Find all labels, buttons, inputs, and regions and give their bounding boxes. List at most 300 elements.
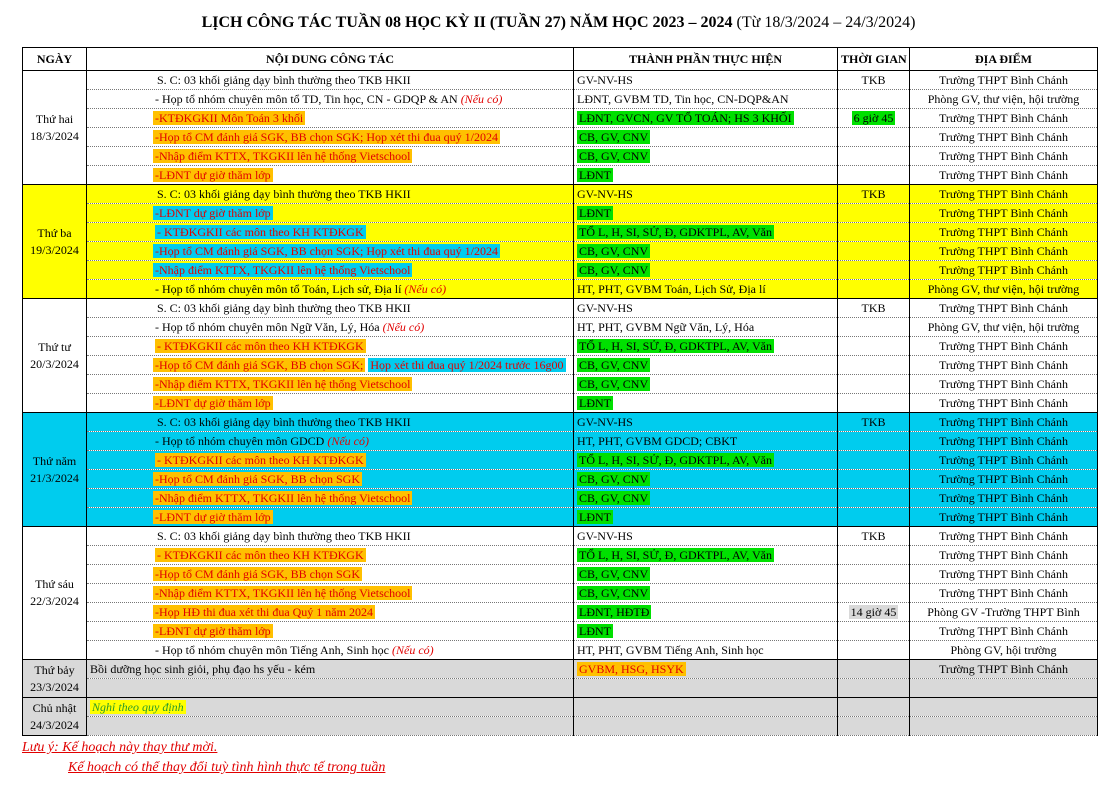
participants-text: CB, GV, CNV <box>579 357 649 372</box>
optional-note: (Nếu có) <box>327 433 369 448</box>
content-text: -Nhập điểm KTTX, TKGKII lên hệ thống Vietschool <box>155 262 411 277</box>
time-text: TKB <box>861 300 886 315</box>
participants-text: CB, GV, CNV <box>579 490 649 505</box>
content-cell <box>87 337 574 356</box>
time-cell <box>838 318 910 337</box>
content-text: -LĐNT dự giờ thăm lớp <box>155 395 271 410</box>
content-cell <box>87 546 574 565</box>
schedule-row <box>23 109 1098 128</box>
day-date: 21/3/2024 <box>30 470 79 485</box>
schedule-row <box>23 147 1098 166</box>
location-text: Trường THPT Bình Chánh <box>939 186 1068 201</box>
location-text: Trường THPT Bình Chánh <box>939 262 1068 277</box>
schedule-row <box>23 261 1098 280</box>
time-text: TKB <box>861 72 886 87</box>
time-cell <box>838 698 910 717</box>
location-cell <box>910 280 1098 299</box>
location-cell <box>910 679 1098 698</box>
location-text: Trường THPT Bình Chánh <box>939 661 1068 676</box>
day-cell <box>23 185 87 299</box>
location-text: Phòng GV -Trường THPT Bình <box>927 604 1080 619</box>
participants-cell <box>574 698 838 717</box>
time-cell <box>838 489 910 508</box>
location-cell <box>910 432 1098 451</box>
schedule-row <box>23 318 1098 337</box>
participants-text: GV-NV-HS <box>577 186 633 201</box>
time-cell <box>838 242 910 261</box>
time-cell <box>838 717 910 736</box>
time-cell <box>838 413 910 432</box>
day-date: 24/3/2024 <box>30 717 79 732</box>
content-cell <box>87 90 574 109</box>
participants-cell <box>574 584 838 603</box>
participants-cell <box>574 546 838 565</box>
participants-cell <box>574 356 838 375</box>
schedule-table <box>22 47 1098 736</box>
content-text: S. C: 03 khối giảng dạy bình thường theo TKB HKII <box>157 300 411 315</box>
schedule-row <box>23 337 1098 356</box>
content-cell <box>87 356 574 375</box>
content-text: -LĐNT dự giờ thăm lớp <box>155 167 271 182</box>
schedule-row <box>23 204 1098 223</box>
time-cell <box>838 603 910 622</box>
location-text: Trường THPT Bình Chánh <box>939 205 1068 220</box>
location-text: Trường THPT Bình Chánh <box>939 623 1068 638</box>
header-row <box>23 48 1098 71</box>
location-cell <box>910 470 1098 489</box>
location-cell <box>910 508 1098 527</box>
content-text: -Họp tổ CM đánh giá SGK, BB chọn SGK <box>155 471 361 486</box>
time-cell <box>838 128 910 147</box>
location-cell <box>910 261 1098 280</box>
header-location: ĐỊA ĐIỂM <box>910 48 1098 71</box>
content-text: - Họp tổ nhóm chuyên môn Ngữ Văn, Lý, Hóa <box>155 319 380 334</box>
participants-text: CB, GV, CNV <box>579 243 649 258</box>
content-cell <box>87 565 574 584</box>
content-text: -Họp tổ CM đánh giá SGK, BB chọn SGK; Họp xét thi đua quý 1/2024 <box>155 129 498 144</box>
time-cell <box>838 394 910 413</box>
content-text: -Họp HĐ thi đua xét thi đua Quý 1 năm 2024 <box>155 604 373 619</box>
content-cell <box>87 280 574 299</box>
participants-text: CB, GV, CNV <box>579 262 649 277</box>
time-cell <box>838 261 910 280</box>
content-cell <box>87 679 574 698</box>
content-cell <box>87 128 574 147</box>
location-cell <box>910 565 1098 584</box>
time-cell <box>838 679 910 698</box>
participants-text: HT, PHT, GVBM Ngữ Văn, Lý, Hóa <box>577 319 755 334</box>
day-name: Thứ bảy <box>34 662 75 677</box>
schedule-row <box>23 413 1098 432</box>
location-cell <box>910 185 1098 204</box>
schedule-row <box>23 356 1098 375</box>
schedule-row <box>23 280 1098 299</box>
location-cell <box>910 603 1098 622</box>
participants-cell <box>574 565 838 584</box>
location-cell <box>910 90 1098 109</box>
content-text: - KTĐKGKII các môn theo KH KTĐKGK <box>157 338 364 353</box>
content-cell <box>87 204 574 223</box>
content-text: - Họp tổ nhóm chuyên môn Tiếng Anh, Sinh học <box>155 642 390 657</box>
participants-cell <box>574 185 838 204</box>
time-cell <box>838 565 910 584</box>
location-cell <box>910 204 1098 223</box>
time-cell <box>838 375 910 394</box>
day-name: Thứ sáu <box>35 577 74 591</box>
content-text: -Nhập điểm KTTX, TKGKII lên hệ thống Vietschool <box>155 585 411 600</box>
participants-cell <box>574 394 838 413</box>
location-text: Trường THPT Bình Chánh <box>939 433 1068 448</box>
participants-cell <box>574 128 838 147</box>
content-text: Bồi dưỡng học sinh giỏi, phụ đạo hs yếu - kém <box>90 661 316 676</box>
location-text: Trường THPT Bình Chánh <box>939 376 1068 391</box>
content-cell <box>87 223 574 242</box>
content-text: -LĐNT dự giờ thăm lớp <box>155 205 271 220</box>
content-cell <box>87 185 574 204</box>
participants-cell <box>574 261 838 280</box>
content-text: -Họp tổ CM đánh giá SGK, BB chọn SGK <box>155 566 361 581</box>
location-cell <box>910 242 1098 261</box>
schedule-row <box>23 641 1098 660</box>
header-day: NGÀY <box>23 48 87 71</box>
participants-cell <box>574 679 838 698</box>
note-line-1: Lưu ý: Kế hoạch này thay thư mời. <box>22 740 218 755</box>
location-cell <box>910 223 1098 242</box>
schedule-row <box>23 242 1098 261</box>
day-date: 23/3/2024 <box>30 679 79 694</box>
day-name: Thứ tư <box>38 339 71 354</box>
participants-text: CB, GV, CNV <box>579 566 649 581</box>
schedule-row <box>23 546 1098 565</box>
participants-cell <box>574 204 838 223</box>
participants-cell <box>574 603 838 622</box>
schedule-row <box>23 508 1098 527</box>
location-text: Trường THPT Bình Chánh <box>939 471 1068 486</box>
location-text: Trường THPT Bình Chánh <box>939 585 1068 600</box>
time-text: TKB <box>861 528 886 543</box>
location-cell <box>910 128 1098 147</box>
day-cell <box>23 413 87 527</box>
participants-text: CB, GV, CNV <box>579 376 649 391</box>
day-cell <box>23 71 87 185</box>
day-date: 18/3/2024 <box>30 128 79 143</box>
location-cell <box>910 413 1098 432</box>
schedule-row <box>23 470 1098 489</box>
content-cell <box>87 527 574 546</box>
location-cell <box>910 527 1098 546</box>
content-cell <box>87 622 574 641</box>
content-cell <box>87 451 574 470</box>
location-text: Phòng GV, thư viện, hội trường <box>927 319 1080 334</box>
time-cell <box>838 451 910 470</box>
participants-text: CB, GV, CNV <box>579 129 649 144</box>
time-cell <box>838 109 910 128</box>
location-cell <box>910 489 1098 508</box>
participants-cell <box>574 622 838 641</box>
schedule-row <box>23 223 1098 242</box>
location-cell <box>910 356 1098 375</box>
location-text: Trường THPT Bình Chánh <box>939 547 1068 562</box>
optional-note: (Nếu có) <box>382 319 425 334</box>
location-text: Trường THPT Bình Chánh <box>939 110 1068 125</box>
participants-cell <box>574 318 838 337</box>
participants-cell <box>574 242 838 261</box>
participants-text: TỔ L, H, SI, SỬ, Đ, GDKTPL, AV, Văn <box>579 224 772 239</box>
participants-cell <box>574 147 838 166</box>
content-text: S. C: 03 khối giảng dạy bình thường theo TKB HKII <box>157 414 411 429</box>
optional-note: (Nếu có) <box>460 91 503 106</box>
schedule-row <box>23 166 1098 185</box>
participants-cell <box>574 375 838 394</box>
content-cell <box>87 166 574 185</box>
content-text: -LĐNT dự giờ thăm lớp <box>155 509 271 524</box>
location-text: Trường THPT Bình Chánh <box>939 395 1068 410</box>
optional-note: (Nếu có) <box>404 281 447 296</box>
content-cell <box>87 299 574 318</box>
participants-cell <box>574 641 838 660</box>
content-cell <box>87 242 574 261</box>
day-cell <box>23 527 87 660</box>
day-name: Thứ năm <box>32 453 77 468</box>
time-text: TKB <box>861 186 886 201</box>
location-cell <box>910 166 1098 185</box>
content-cell <box>87 375 574 394</box>
time-cell <box>838 622 910 641</box>
participants-text: TỔ L, H, SI, SỬ, Đ, GDKTPL, AV, Văn <box>579 547 772 562</box>
participants-text: LĐNT <box>579 623 611 638</box>
schedule-row <box>23 71 1098 90</box>
content-text: -Họp tổ CM đánh giá SGK, BB chọn SGK; <box>155 357 364 372</box>
location-text: Trường THPT Bình Chánh <box>939 414 1068 429</box>
content-text: -Họp tổ CM đánh giá SGK, BB chọn SGK; Họp xét thi đua quý 1/2024 <box>155 243 498 258</box>
content-text: - Họp tổ nhóm chuyên môn GDCD <box>155 433 325 448</box>
location-text: Trường THPT Bình Chánh <box>939 148 1068 163</box>
location-text: Trường THPT Bình Chánh <box>939 452 1068 467</box>
time-cell <box>838 337 910 356</box>
content-cell <box>87 698 574 717</box>
participants-text: LĐNT <box>579 167 611 182</box>
location-text: Trường THPT Bình Chánh <box>939 566 1068 581</box>
content-cell <box>87 71 574 90</box>
content-cell <box>87 261 574 280</box>
content-cell <box>87 660 574 679</box>
day-date: 22/3/2024 <box>30 594 79 608</box>
content-cell <box>87 432 574 451</box>
participants-text: HT, PHT, GVBM GDCD; CBKT <box>577 433 738 448</box>
content-cell <box>87 470 574 489</box>
content-text: -LĐNT dự giờ thăm lớp <box>155 623 271 638</box>
schedule-row <box>23 90 1098 109</box>
time-cell <box>838 71 910 90</box>
content-cell <box>87 394 574 413</box>
schedule-row <box>23 489 1098 508</box>
location-text: Phòng GV, thư viện, hội trường <box>927 281 1080 296</box>
day-name: Thứ hai <box>35 111 74 126</box>
participants-cell <box>574 109 838 128</box>
time-cell <box>838 185 910 204</box>
participants-cell <box>574 299 838 318</box>
schedule-row <box>23 622 1098 641</box>
location-cell <box>910 660 1098 679</box>
participants-text: GV-NV-HS <box>577 528 633 543</box>
header-time: THỜI GIAN <box>838 48 910 71</box>
participants-cell <box>574 489 838 508</box>
day-cell <box>23 698 87 736</box>
schedule-row <box>23 660 1098 679</box>
participants-text: CB, GV, CNV <box>579 585 649 600</box>
schedule-row <box>23 299 1098 318</box>
schedule-row <box>23 451 1098 470</box>
participants-text: LĐNT <box>579 509 611 524</box>
content-text: S. C: 03 khối giảng dạy bình thường theo TKB HKII <box>157 72 411 87</box>
participants-cell <box>574 508 838 527</box>
content-text: -Nhập điểm KTTX, TKGKII lên hệ thống Vietschool <box>155 148 411 163</box>
location-cell <box>910 717 1098 736</box>
participants-text: TỔ L, H, SI, SỬ, Đ, GDKTPL, AV, Văn <box>579 338 772 353</box>
location-text: Trường THPT Bình Chánh <box>939 129 1068 144</box>
optional-note: (Nếu có) <box>392 642 434 657</box>
time-cell <box>838 584 910 603</box>
header-content: NỘI DUNG CÔNG TÁC <box>87 48 574 71</box>
content-text: - KTĐKGKII các môn theo KH KTĐKGK <box>157 452 364 467</box>
content-text-2: Họp xét thi đua quý 1/2024 trước 16g00 <box>370 357 564 372</box>
schedule-row <box>23 375 1098 394</box>
day-date: 19/3/2024 <box>30 242 79 257</box>
schedule-row <box>23 185 1098 204</box>
time-cell <box>838 660 910 679</box>
location-cell <box>910 451 1098 470</box>
participants-cell <box>574 71 838 90</box>
title-main: LỊCH CÔNG TÁC TUẦN 08 HỌC KỲ II (TUẦN 27) NĂM HỌC 2023 – 2024 <box>201 14 733 31</box>
content-text: S. C: 03 khối giảng dạy bình thường theo TKB HKII <box>157 528 411 543</box>
day-name: Thứ ba <box>37 225 72 240</box>
participants-text: LĐNT <box>579 395 611 410</box>
header-participants: THÀNH PHẦN THỰC HIỆN <box>574 48 838 71</box>
participants-cell <box>574 166 838 185</box>
participants-cell <box>574 337 838 356</box>
content-text: -KTĐKGKII Môn Toán 3 khối <box>155 110 304 125</box>
participants-cell <box>574 470 838 489</box>
schedule-row <box>23 717 1098 736</box>
participants-text: LĐNT, GVCN, GV TỔ TOÁN; HS 3 KHỐI <box>579 110 792 125</box>
time-text: TKB <box>861 414 886 429</box>
time-cell <box>838 280 910 299</box>
location-cell <box>910 622 1098 641</box>
time-text: 6 giờ 45 <box>853 110 894 125</box>
participants-cell <box>574 451 838 470</box>
schedule-body <box>23 71 1098 736</box>
content-text: - Họp tổ nhóm chuyên môn tổ Toán, Lịch sử, Địa lí <box>155 281 402 296</box>
time-cell <box>838 90 910 109</box>
content-cell <box>87 641 574 660</box>
schedule-row <box>23 394 1098 413</box>
participants-text: GV-NV-HS <box>577 414 633 429</box>
page-title <box>0 14 1117 32</box>
day-date: 20/3/2024 <box>30 356 79 371</box>
time-cell <box>838 204 910 223</box>
location-cell <box>910 698 1098 717</box>
content-cell <box>87 147 574 166</box>
time-cell <box>838 223 910 242</box>
time-cell <box>838 527 910 546</box>
time-cell <box>838 470 910 489</box>
day-cell <box>23 299 87 413</box>
content-text: - KTĐKGKII các môn theo KH KTĐKGK <box>157 224 364 239</box>
location-cell <box>910 299 1098 318</box>
location-cell <box>910 147 1098 166</box>
schedule-row <box>23 565 1098 584</box>
participants-text: LĐNT <box>579 205 611 220</box>
location-text: Phòng GV, hội trường <box>950 642 1057 657</box>
participants-cell <box>574 717 838 736</box>
location-text: Trường THPT Bình Chánh <box>939 243 1068 258</box>
schedule-row <box>23 432 1098 451</box>
time-cell <box>838 356 910 375</box>
participants-cell <box>574 280 838 299</box>
location-cell <box>910 318 1098 337</box>
participants-text: CB, GV, CNV <box>579 471 649 486</box>
participants-text: GVBM, HSG, HSYK <box>579 661 684 676</box>
participants-text: CB, GV, CNV <box>579 148 649 163</box>
location-text: Trường THPT Bình Chánh <box>939 224 1068 239</box>
content-text: S. C: 03 khối giảng dạy bình thường theo TKB HKII <box>157 186 411 201</box>
location-text: Trường THPT Bình Chánh <box>939 509 1068 524</box>
content-cell <box>87 603 574 622</box>
day-name: Chủ nhật <box>32 700 77 715</box>
note-line-2: Kế hoạch có thể thay đổi tuỳ tình hình thực tế trong tuần <box>68 760 386 775</box>
content-cell <box>87 413 574 432</box>
participants-text: LĐNT, HĐTĐ <box>579 604 650 619</box>
location-cell <box>910 546 1098 565</box>
time-cell <box>838 546 910 565</box>
location-cell <box>910 337 1098 356</box>
time-cell <box>838 641 910 660</box>
location-text: Trường THPT Bình Chánh <box>939 338 1068 353</box>
location-cell <box>910 584 1098 603</box>
participants-text: GV-NV-HS <box>577 300 633 315</box>
location-text: Trường THPT Bình Chánh <box>939 490 1068 505</box>
participants-text: GV-NV-HS <box>577 72 633 87</box>
schedule-row <box>23 527 1098 546</box>
content-cell <box>87 717 574 736</box>
location-text: Trường THPT Bình Chánh <box>939 72 1068 87</box>
content-cell <box>87 508 574 527</box>
schedule-row <box>23 679 1098 698</box>
participants-text: HT, PHT, GVBM Tiếng Anh, Sinh học <box>577 642 764 657</box>
content-cell <box>87 318 574 337</box>
content-text: Nghỉ theo quy định <box>92 699 184 714</box>
time-cell <box>838 166 910 185</box>
participants-cell <box>574 90 838 109</box>
schedule-row <box>23 603 1098 622</box>
participants-text: LĐNT, GVBM TD, Tin học, CN-DQP&AN <box>577 91 789 106</box>
location-cell <box>910 109 1098 128</box>
time-text: 14 giờ 45 <box>850 604 897 619</box>
location-cell <box>910 71 1098 90</box>
content-text: - KTĐKGKII các môn theo KH KTĐKGK <box>157 547 364 562</box>
time-cell <box>838 147 910 166</box>
location-cell <box>910 641 1098 660</box>
content-text: -Nhập điểm KTTX, TKGKII lên hệ thống Vietschool <box>155 376 411 391</box>
participants-text: TỔ L, H, SI, SỬ, Đ, GDKTPL, AV, Văn <box>579 452 772 467</box>
content-text: -Nhập điểm KTTX, TKGKII lên hệ thống Vietschool <box>155 490 411 505</box>
content-cell <box>87 584 574 603</box>
day-cell <box>23 660 87 698</box>
content-text: - Họp tổ nhóm chuyên môn tổ TD, Tin học, CN - GDQP & AN <box>155 91 458 106</box>
content-cell <box>87 489 574 508</box>
location-cell <box>910 375 1098 394</box>
participants-cell <box>574 413 838 432</box>
